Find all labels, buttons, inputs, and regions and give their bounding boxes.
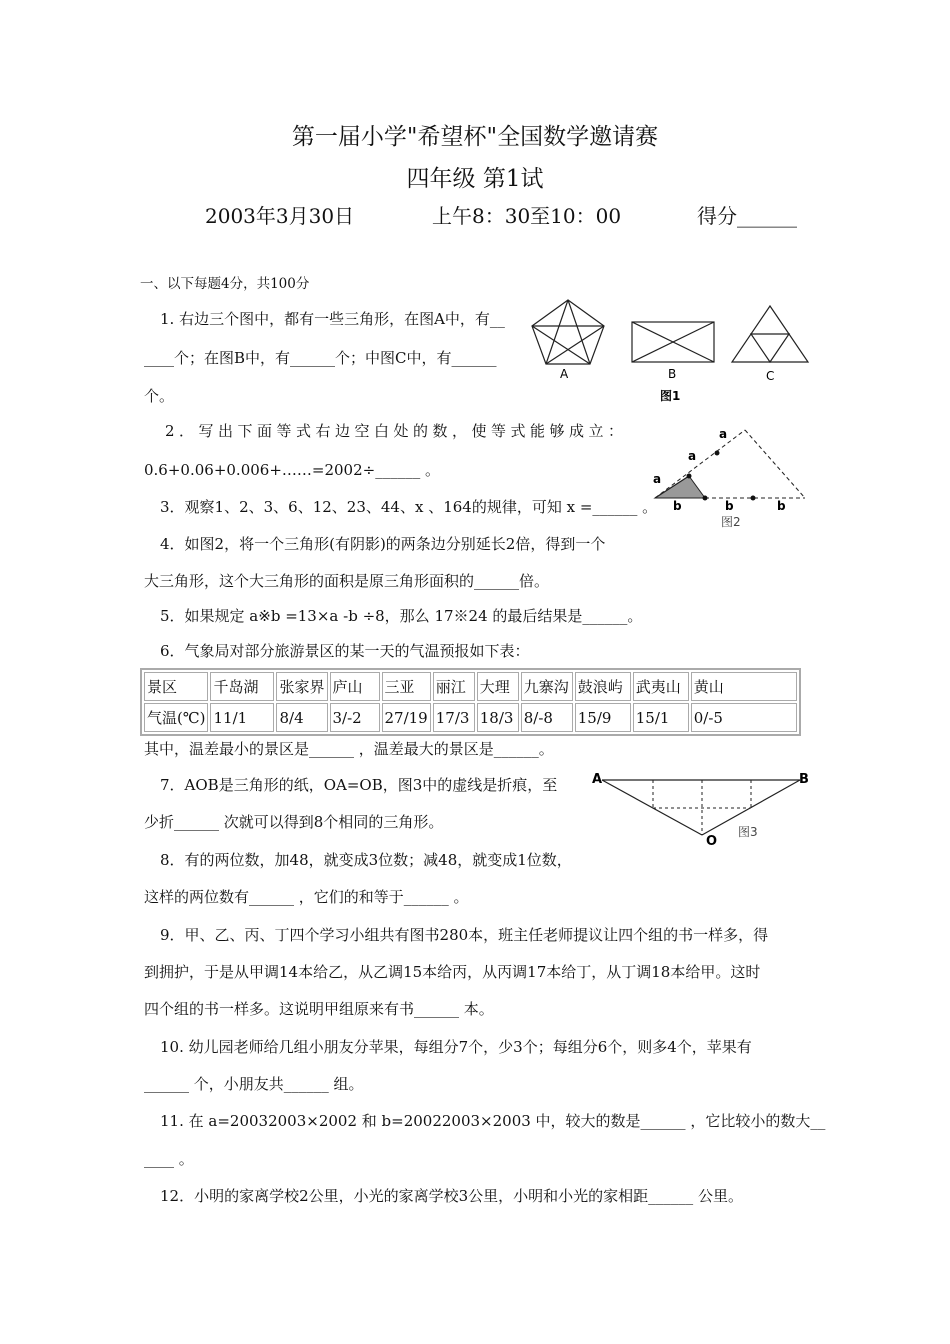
table-cell: 18/3 <box>477 703 519 732</box>
question-3: 3．观察1、2、3、6、12、23、44、x 、164的规律，可知 x =______ 。 <box>160 498 658 516</box>
question-7-line-2: 少折______ 次就可以得到8个相同的三角形。 <box>144 813 444 831</box>
fig3-label-b: B <box>799 772 809 787</box>
question-2-line-2: 0.6+0.06+0.006+……=2002÷______ 。 <box>144 461 440 479</box>
exam-subtitle: 四年级 第1试 <box>406 166 544 192</box>
table-cell: 15/9 <box>575 703 631 732</box>
table-cell: 大理 <box>477 672 519 701</box>
question-11-line-2: ____ 。 <box>144 1150 194 1168</box>
question-2-line-1: 2．写出下面等式右边空白处的数，使等式能够成立： <box>165 422 628 440</box>
temperature-table <box>140 668 801 736</box>
fig2-label-b-2: b <box>725 499 734 513</box>
score-field: 得分______ <box>697 204 797 228</box>
table-cell: 15/1 <box>633 703 689 732</box>
question-10-line-1: 10. 幼儿园老师给几组小朋友分苹果，每组分7个，少3个；每组分6个，则多4个，苹果有 <box>160 1038 752 1056</box>
question-6: 6．气象局对部分旅游景区的某一天的气温预报如下表： <box>160 642 530 660</box>
fig2-label-b-3: b <box>777 499 786 513</box>
fig1-label-c: C <box>766 369 775 383</box>
question-5: 5．如果规定 a※b =13×a -b ÷8，那么 17※24 的最后结果是______。 <box>160 607 643 625</box>
table-cell: 27/19 <box>382 703 431 732</box>
pentagon-a <box>532 300 604 364</box>
exam-time: 上午8：30至10：00 <box>432 204 622 228</box>
table-value-row <box>144 703 797 732</box>
question-9-line-2: 到拥护，于是从甲调14本给乙，从乙调15本给丙，从丙调17本给丁，从丁调18本给甲。这时 <box>144 963 761 981</box>
fig2-label-a-low: a <box>653 472 662 486</box>
question-7-line-1: 7．AOB是三角形的纸，OA=OB，图3中的虚线是折痕，至 <box>160 776 558 794</box>
question-1-line-1: 1. 右边三个图中，都有一些三角形，在图A中，有__ <box>160 310 505 328</box>
question-8-line-2: 这样的两位数有______ ，它们的和等于______ 。 <box>144 888 469 906</box>
table-cell: 九寨沟 <box>521 672 573 701</box>
question-9-line-1: 9．甲、乙、丙、丁四个学习小组共有图书280本，班主任老师提议让四个组的书一样多，得 <box>160 926 769 944</box>
table-cell: 鼓浪屿 <box>575 672 631 701</box>
fig2-label-a-top: a <box>719 427 728 441</box>
table-cell: 11/1 <box>210 703 274 732</box>
fig3-label-a: A <box>592 772 603 787</box>
fig2-label-b-1: b <box>673 499 682 513</box>
question-12: 12．小明的家离学校2公里，小光的家离学校3公里，小明和小光的家相距______ 公里。 <box>160 1187 743 1205</box>
table-cell: 武夷山 <box>633 672 689 701</box>
fig2-label-a-mid: a <box>688 449 697 463</box>
table-cell: 张家界 <box>276 672 327 701</box>
table-cell: 8/4 <box>276 703 327 732</box>
fig1-label-a: A <box>560 367 569 381</box>
question-6-answer: 其中，温差最小的景区是______ ，温差最大的景区是______。 <box>144 740 554 758</box>
question-1-line-3: 个。 <box>144 387 175 405</box>
table-cell: 庐山 <box>330 672 380 701</box>
question-4-line-2: 大三角形，这个大三角形的面积是原三角形面积的______倍。 <box>144 572 550 590</box>
figure-2 <box>645 418 815 533</box>
table-cell: 0/-5 <box>691 703 797 732</box>
section-heading: 一、以下每题4分，共100分 <box>140 276 310 292</box>
table-cell: 气温(℃) <box>144 703 208 732</box>
table-cell: 丽江 <box>433 672 475 701</box>
figure-1 <box>530 298 820 408</box>
fig1-label-b: B <box>668 367 677 381</box>
question-10-line-2: ______ 个，小朋友共______ 组。 <box>144 1075 364 1093</box>
question-1-line-2: ____个；在图B中，有______个；中图C中，有______ <box>144 349 497 367</box>
table-cell: 8/-8 <box>521 703 573 732</box>
question-11-line-1: 11. 在 a=20032003×2002 和 b=20022003×2003 中，较大的数是______ ，它比较小的数大__ <box>160 1112 826 1130</box>
fig3-label-o: O <box>706 834 718 849</box>
table-cell: 黄山 <box>691 672 797 701</box>
table-cell: 17/3 <box>433 703 475 732</box>
question-9-line-3: 四个组的书一样多。这说明甲组原来有书______ 本。 <box>144 1000 494 1018</box>
fig1-caption: 图1 <box>660 389 681 403</box>
question-4-line-1: 4．如图2，将一个三角形(有阴影)的两条边分别延长2倍，得到一个 <box>160 535 606 553</box>
exam-title: 第一届小学"希望杯"全国数学邀请赛 <box>291 124 659 150</box>
table-cell: 景区 <box>144 672 208 701</box>
table-cell: 千岛湖 <box>210 672 274 701</box>
figure-3 <box>592 770 812 850</box>
exam-date: 2003年3月30日 <box>205 204 355 228</box>
fig2-caption: 图2 <box>721 515 741 529</box>
table-header-row <box>144 672 797 701</box>
table-cell: 三亚 <box>382 672 431 701</box>
fig3-caption: 图3 <box>738 825 758 839</box>
table-cell: 3/-2 <box>330 703 380 732</box>
question-8-line-1: 8．有的两位数，加48，就变成3位数；减48，就变成1位数， <box>160 851 572 869</box>
